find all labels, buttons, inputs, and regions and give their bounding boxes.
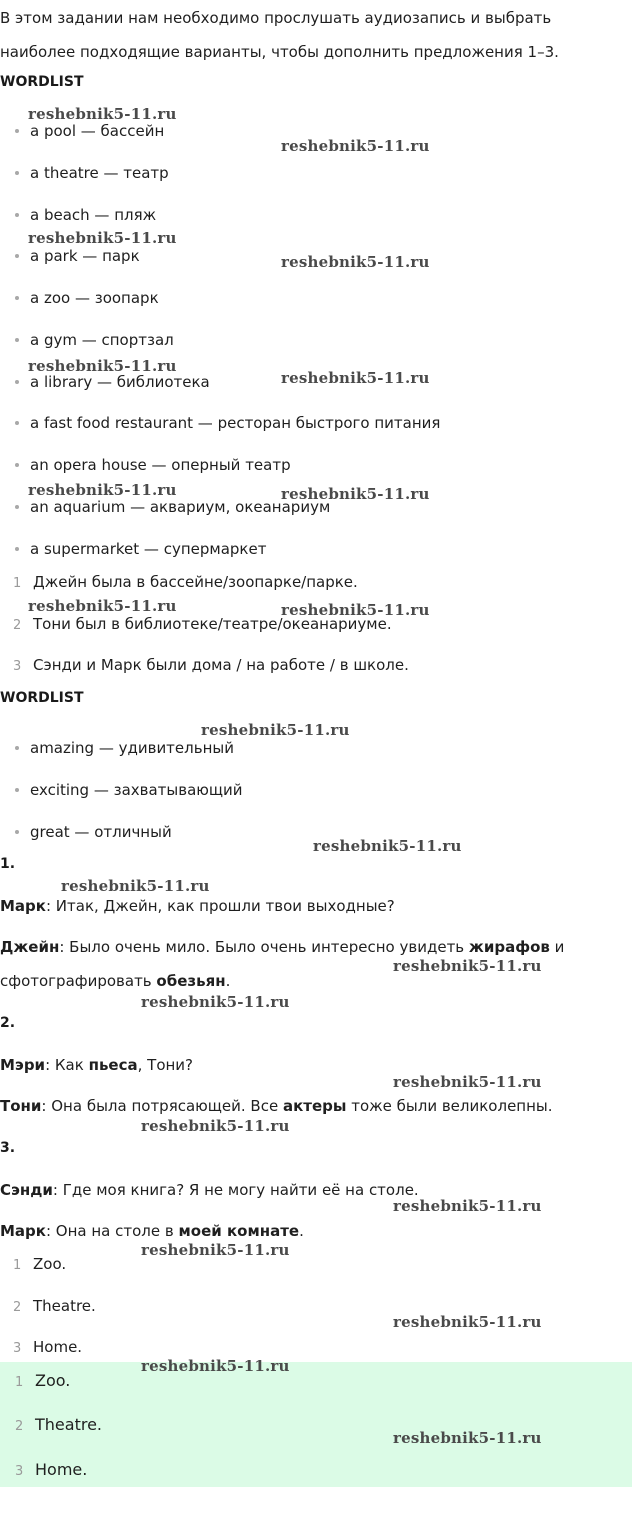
final-answer-item: 2 Theatre. bbox=[15, 1415, 102, 1434]
watermark: reshebnik5-11.ru bbox=[281, 137, 430, 155]
bullet-icon bbox=[15, 547, 19, 551]
wordlist-item: a zoo — зоопарк bbox=[15, 288, 159, 308]
speaker-name: Тони bbox=[0, 1097, 42, 1115]
wordlist-item: a beach — пляж bbox=[15, 205, 156, 225]
sentence-item: 3 Сэнди и Марк были дома / на работе / в школе. bbox=[13, 656, 409, 674]
bullet-icon bbox=[15, 505, 19, 509]
wordlist-heading: WORDLIST bbox=[0, 74, 84, 90]
bullet-icon bbox=[15, 421, 19, 425]
bullet-icon bbox=[15, 129, 19, 133]
watermark: reshebnik5-11.ru bbox=[393, 1429, 542, 1447]
dialogue-line: Марк: Она на столе в моей комнате. bbox=[0, 1222, 304, 1240]
watermark: reshebnik5-11.ru bbox=[141, 993, 290, 1011]
watermark: reshebnik5-11.ru bbox=[281, 485, 430, 503]
bullet-icon bbox=[15, 338, 19, 342]
keyword: жирафов bbox=[468, 938, 550, 956]
wordlist-item: a park — парк bbox=[15, 246, 140, 266]
watermark: reshebnik5-11.ru bbox=[28, 105, 177, 123]
final-answer-item: 3 Home. bbox=[15, 1460, 88, 1479]
watermark: reshebnik5-11.ru bbox=[281, 253, 430, 271]
watermark: reshebnik5-11.ru bbox=[393, 1313, 542, 1331]
watermark: reshebnik5-11.ru bbox=[281, 369, 430, 387]
sentence-item: 2 Тони был в библиотеке/театре/океанариуме. bbox=[13, 615, 392, 633]
watermark: reshebnik5-11.ru bbox=[141, 1241, 290, 1259]
keyword: обезьян bbox=[156, 972, 226, 990]
bullet-icon bbox=[15, 254, 19, 258]
intro-line-1: В этом задании нам необходимо прослушать аудиозапись и выбрать bbox=[0, 9, 552, 27]
speaker-name: Марк bbox=[0, 1222, 46, 1240]
wordlist-item: great — отличный bbox=[15, 822, 172, 842]
wordlist-item: a gym — спортзал bbox=[15, 330, 174, 350]
dialogue-line: Сэнди: Где моя книга? Я не могу найти её на столе. bbox=[0, 1181, 419, 1199]
bullet-icon bbox=[15, 380, 19, 384]
watermark: reshebnik5-11.ru bbox=[281, 601, 430, 619]
watermark: reshebnik5-11.ru bbox=[141, 1117, 290, 1135]
bullet-icon bbox=[15, 296, 19, 300]
dialogue-line: Тони: Она была потрясающей. Все актеры тоже были великолепны. bbox=[0, 1097, 553, 1115]
dialogue-number: 1. bbox=[0, 856, 16, 872]
watermark: reshebnik5-11.ru bbox=[393, 1073, 542, 1091]
wordlist-item: an aquarium — аквариум, океанариум bbox=[15, 497, 330, 517]
watermark: reshebnik5-11.ru bbox=[28, 597, 177, 615]
speaker-name: Марк bbox=[0, 897, 46, 915]
bullet-icon bbox=[15, 171, 19, 175]
speaker-name: Сэнди bbox=[0, 1181, 53, 1199]
watermark: reshebnik5-11.ru bbox=[393, 1197, 542, 1215]
dialogue-line: Марк: Итак, Джейн, как прошли твои выходные? bbox=[0, 897, 395, 915]
answer-item: 1 Zoo. bbox=[13, 1255, 67, 1273]
watermark: reshebnik5-11.ru bbox=[141, 1357, 290, 1375]
bullet-icon bbox=[15, 788, 19, 792]
wordlist-item: a library — библиотека bbox=[15, 372, 210, 392]
dialogue-number: 2. bbox=[0, 1015, 16, 1031]
answer-item: 2 Theatre. bbox=[13, 1297, 96, 1315]
wordlist-item: exciting — захватывающий bbox=[15, 780, 243, 800]
wordlist-item: a pool — бассейн bbox=[15, 121, 164, 141]
watermark: reshebnik5-11.ru bbox=[393, 957, 542, 975]
speaker-name: Мэри bbox=[0, 1056, 46, 1074]
wordlist-item: an opera house — оперный театр bbox=[15, 455, 291, 475]
bullet-icon bbox=[15, 213, 19, 217]
wordlist-item: a supermarket — супермаркет bbox=[15, 539, 266, 559]
wordlist-item: amazing — удивительный bbox=[15, 738, 234, 758]
final-answer-item: 1 Zoo. bbox=[15, 1371, 71, 1390]
keyword: пьеса bbox=[88, 1056, 138, 1074]
watermark: reshebnik5-11.ru bbox=[313, 837, 462, 855]
watermark: reshebnik5-11.ru bbox=[28, 229, 177, 247]
keyword: актеры bbox=[282, 1097, 347, 1115]
keyword: моей комнате bbox=[178, 1222, 300, 1240]
bullet-icon bbox=[15, 463, 19, 467]
bullet-icon bbox=[15, 830, 19, 834]
answer-box bbox=[0, 1362, 632, 1487]
wordlist-item: a theatre — театр bbox=[15, 163, 169, 183]
dialogue-line: сфотографировать обезьян. bbox=[0, 972, 231, 990]
watermark: reshebnik5-11.ru bbox=[28, 481, 177, 499]
speaker-name: Джейн bbox=[0, 938, 60, 956]
answer-item: 3 Home. bbox=[13, 1338, 83, 1356]
wordlist-item: a fast food restaurant — ресторан быстрого питания bbox=[15, 413, 440, 433]
watermark: reshebnik5-11.ru bbox=[28, 357, 177, 375]
dialogue-line: Джейн: Было очень мило. Было очень интересно увидеть жирафов и bbox=[0, 938, 565, 956]
bullet-icon bbox=[15, 746, 19, 750]
watermark: reshebnik5-11.ru bbox=[61, 877, 210, 895]
wordlist-heading: WORDLIST bbox=[0, 690, 84, 706]
dialogue-line: Мэри: Как пьеса, Тони? bbox=[0, 1056, 194, 1074]
dialogue-number: 3. bbox=[0, 1140, 16, 1156]
watermark: reshebnik5-11.ru bbox=[201, 721, 350, 739]
intro-line-2: наиболее подходящие варианты, чтобы дополнить предложения 1–3. bbox=[0, 43, 559, 61]
sentence-item: 1 Джейн была в бассейне/зоопарке/парке. bbox=[13, 573, 358, 591]
